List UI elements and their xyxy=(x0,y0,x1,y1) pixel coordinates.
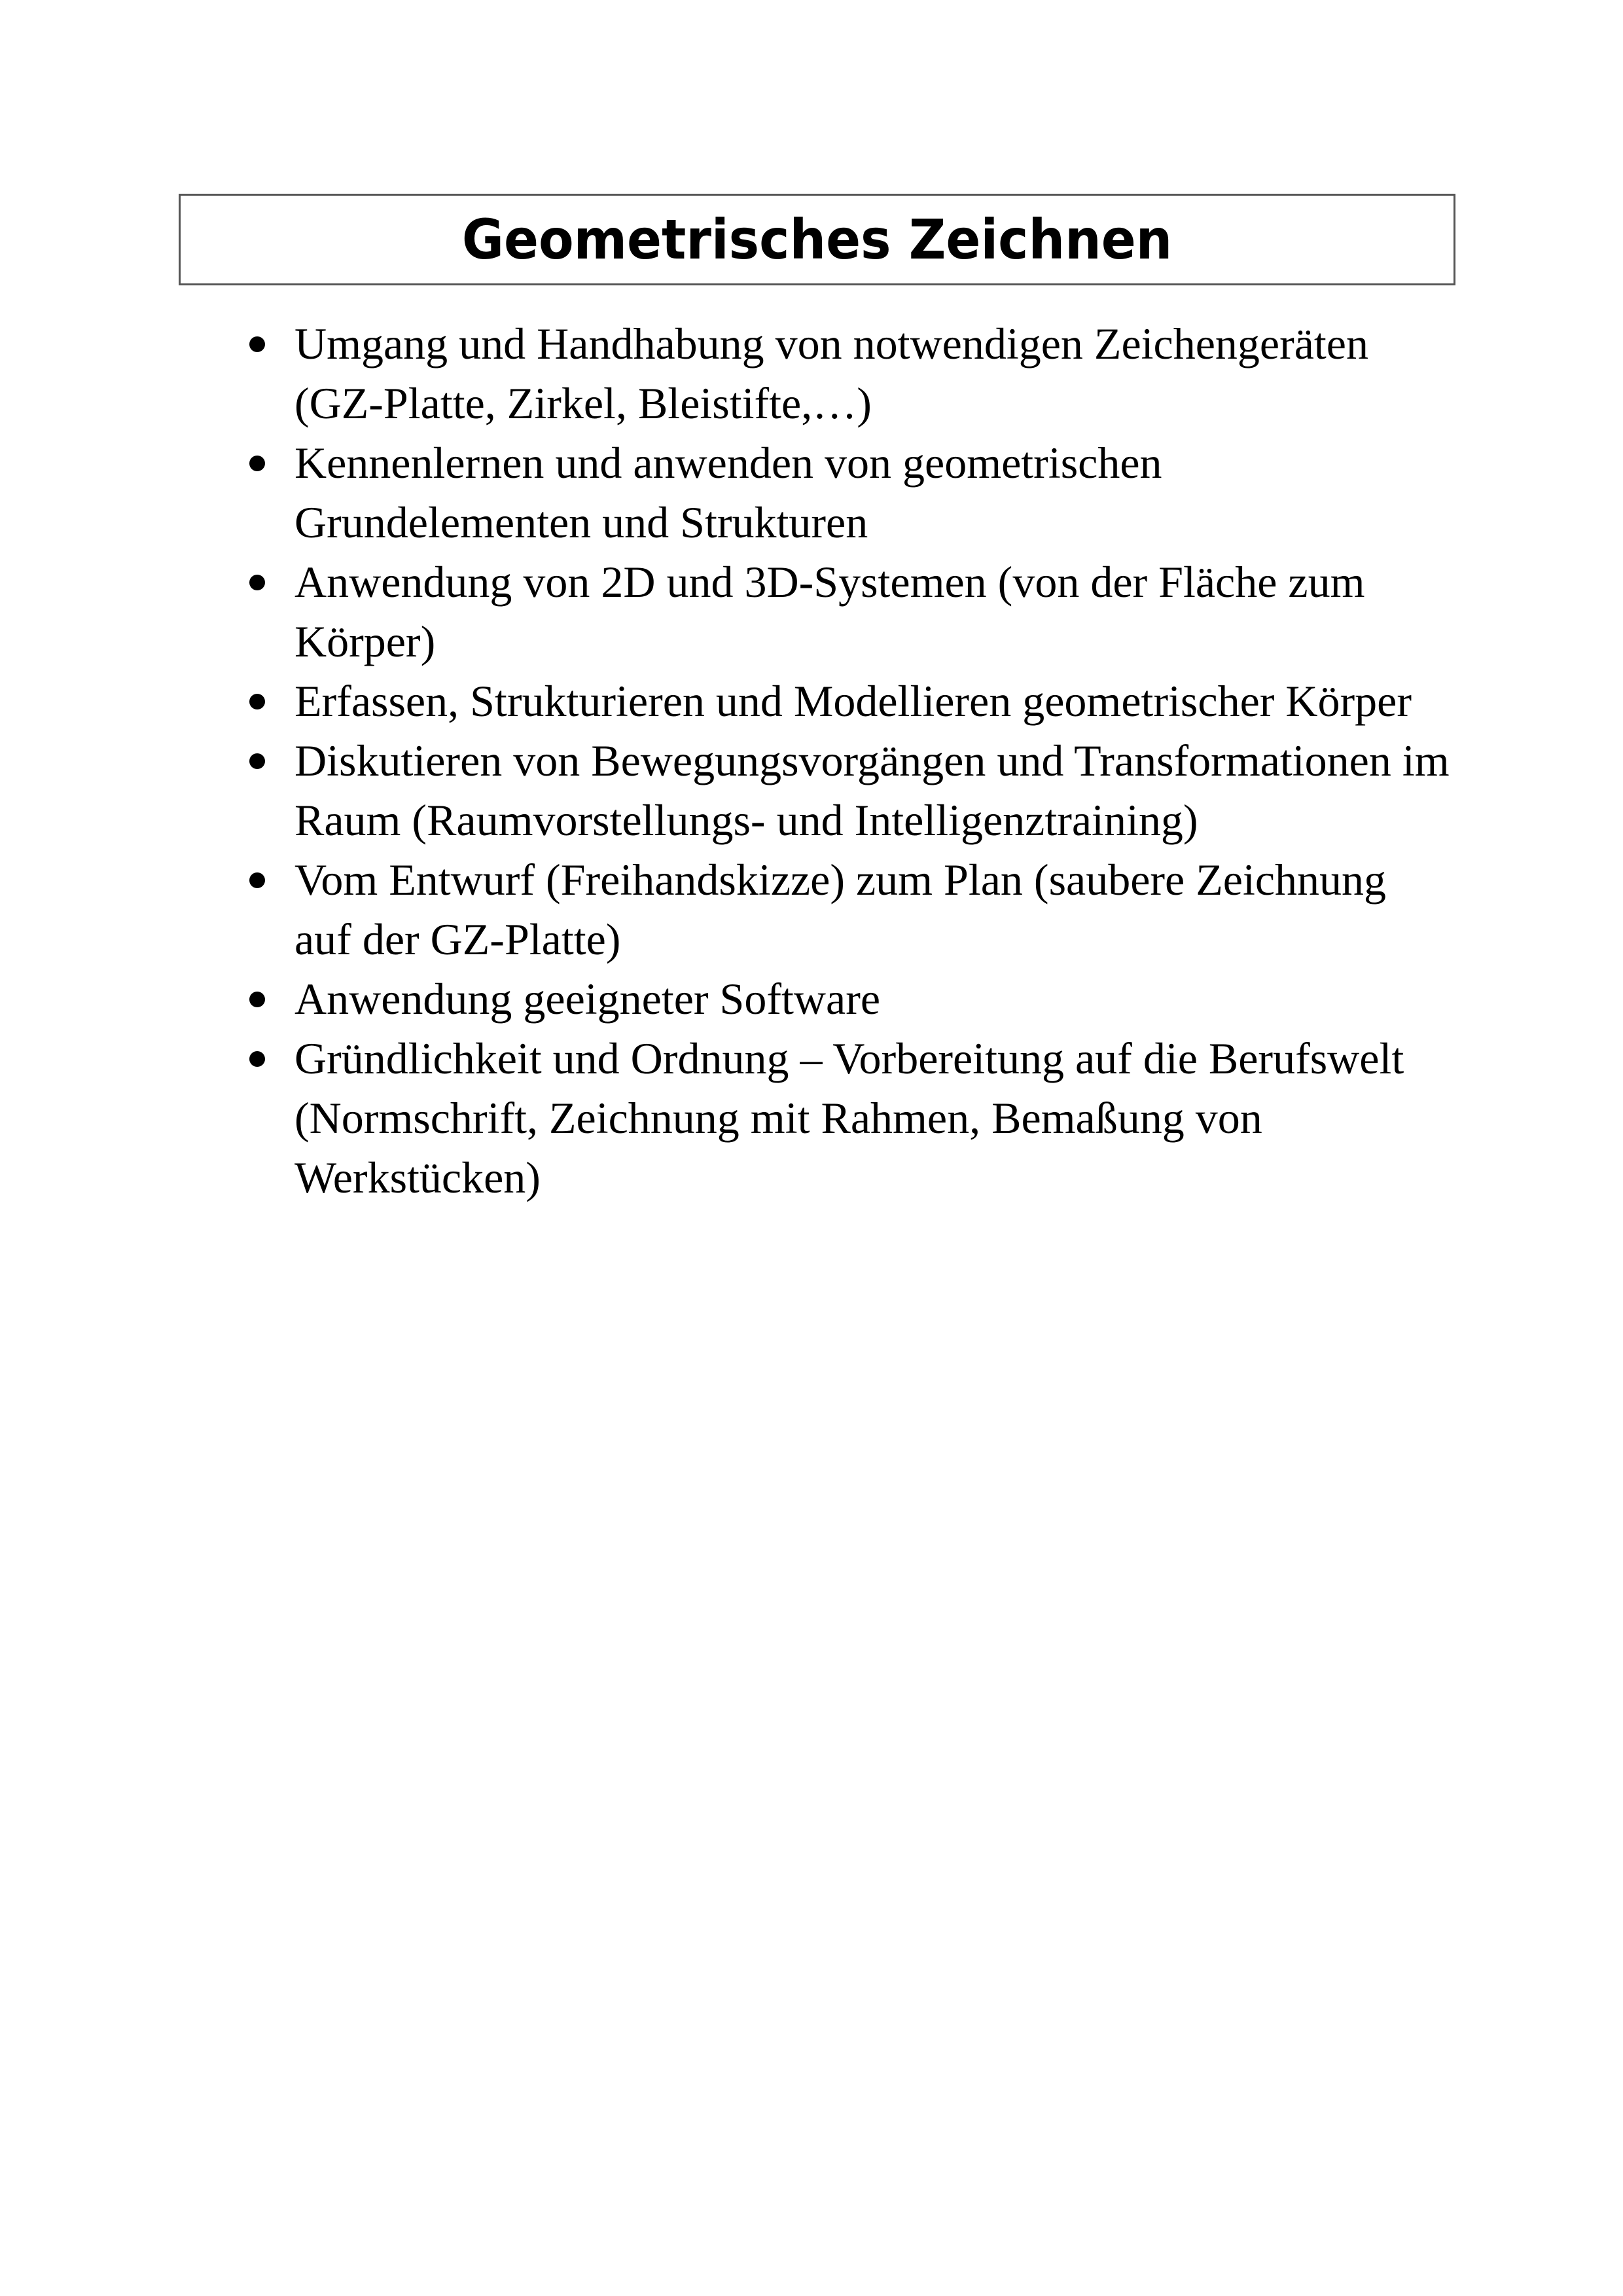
bullet-icon xyxy=(249,575,265,590)
list-item-text: Gründlichkeit und Ordnung – Vorbereitung auf die Berufswelt (Normschrift, Zeichnung mit Rahmen, Bemaßung von Werkstücken) xyxy=(294,1033,1404,1202)
list-item xyxy=(245,850,1476,969)
list-item-text: Anwendung von 2D und 3D-Systemen (von der Fläche zum Körper) xyxy=(294,557,1365,666)
list-item xyxy=(245,1029,1476,1208)
bullet-icon xyxy=(249,336,265,352)
list-item-text: Anwendung geeigneter Software xyxy=(294,974,881,1024)
list-item xyxy=(245,731,1476,850)
list-item xyxy=(245,552,1476,672)
bullet-icon xyxy=(249,456,265,471)
bullet-icon xyxy=(249,753,265,769)
bullet-icon xyxy=(249,992,265,1007)
list-item xyxy=(245,314,1476,433)
list-item xyxy=(245,969,1476,1029)
list-item-text: Diskutieren von Bewegungsvorgängen und Transformationen im Raum (Raumvorstellungs- und Intelligenztraining) xyxy=(294,736,1450,845)
list-item-text: Erfassen, Strukturieren und Modellieren geometrischer Körper xyxy=(294,676,1412,726)
list-item-text: Umgang und Handhabung von notwendigen Zeichengeräten (GZ-Platte, Zirkel, Bleistifte,…) xyxy=(294,319,1368,428)
bullet-list xyxy=(245,314,1476,1208)
list-item xyxy=(245,433,1476,552)
list-item xyxy=(245,672,1476,731)
bullet-icon xyxy=(249,694,265,709)
bullet-icon xyxy=(249,872,265,888)
title-box xyxy=(179,194,1455,285)
list-item-text: Vom Entwurf (Freihandskizze) zum Plan (saubere Zeichnung auf der GZ-Platte) xyxy=(294,855,1387,964)
page-title: Geometrisches Zeichnen xyxy=(461,207,1173,272)
bullet-icon xyxy=(249,1051,265,1067)
list-item-text: Kennenlernen und anwenden von geometrischen Grundelementen und Strukturen xyxy=(294,438,1162,547)
